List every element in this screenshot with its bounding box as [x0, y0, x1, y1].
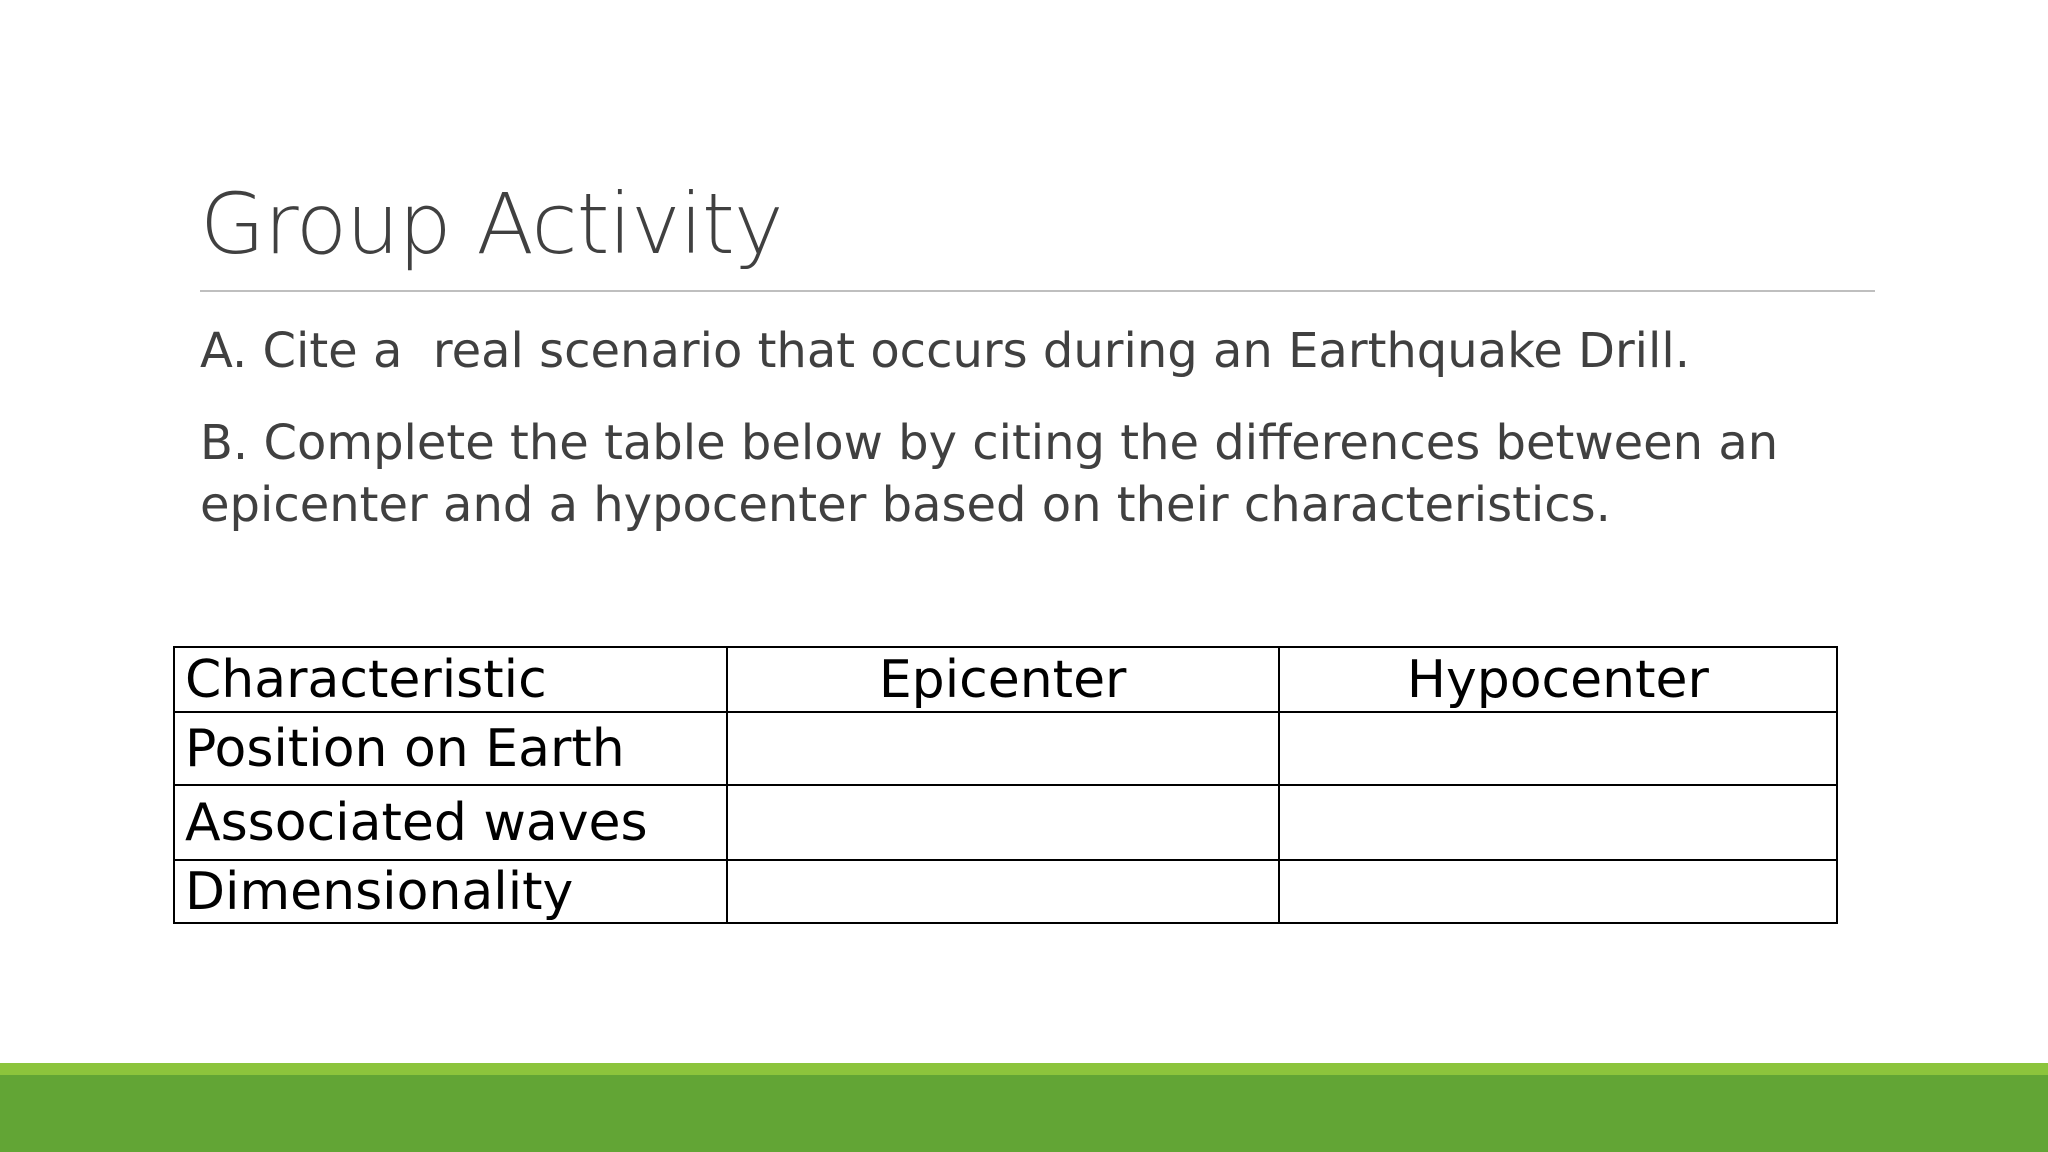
epicenter-cell[interactable] [727, 785, 1279, 860]
instruction-a: A. Cite a real scenario that occurs during an Earthquake Drill. [200, 323, 1690, 379]
row-label: Associated waves [174, 785, 727, 860]
row-label: Position on Earth [174, 712, 727, 785]
footer-accent-bar-light [0, 1063, 2048, 1075]
footer-accent-bar-dark [0, 1075, 2048, 1152]
instruction-b: B. Complete the table below by citing the differences between an epicenter and a hypocenter based on their characteristics. [200, 415, 1779, 533]
title-divider [200, 290, 1875, 292]
header-epicenter: Epicenter [727, 647, 1279, 712]
row-label: Dimensionality [174, 860, 727, 923]
hypocenter-cell[interactable] [1279, 860, 1837, 923]
hypocenter-cell[interactable] [1279, 785, 1837, 860]
header-characteristic: Characteristic [174, 647, 727, 712]
slide-title: Group Activity [200, 175, 783, 273]
header-hypocenter: Hypocenter [1279, 647, 1837, 712]
epicenter-cell[interactable] [727, 860, 1279, 923]
comparison-table [173, 646, 1838, 924]
epicenter-cell[interactable] [727, 712, 1279, 785]
table-header-row [174, 647, 1837, 712]
table-row [174, 785, 1837, 860]
table-row [174, 712, 1837, 785]
table-row [174, 860, 1837, 923]
hypocenter-cell[interactable] [1279, 712, 1837, 785]
